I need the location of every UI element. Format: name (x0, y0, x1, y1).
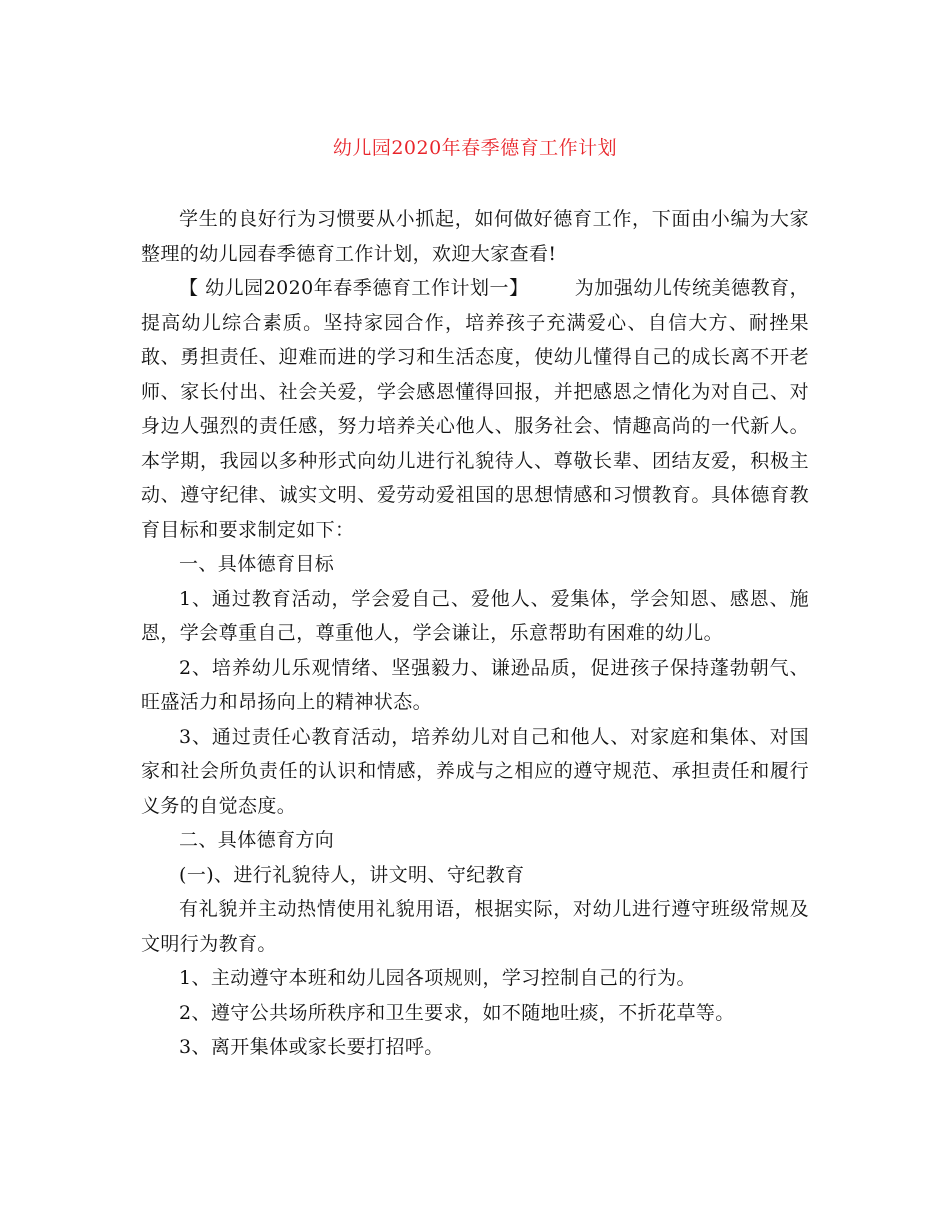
goal-item-1: 1、通过教育活动，学会爱自己、爱他人、爱集体，学会知恩、感恩、施恩，学会尊重自己，尊重他人，学会谦让，乐意帮助有困难的幼儿。 (141, 587, 809, 644)
rule-item-3: 3、离开集体或家长要打招呼。 (179, 1036, 444, 1058)
goal-item-2: 2、培养幼儿乐观情绪、坚强毅力、谦逊品质，促进孩子保持蓬勃朝气、旺盛活力和昂扬向上的精神状态。 (141, 656, 809, 713)
heading-goals: 一、具体德育目标 (179, 553, 335, 575)
goal-item-3: 3、通过责任心教育活动，培养幼儿对自己和他人、对家庭和集体、对国家和社会所负责任的认识和情感，养成与之相应的遵守规范、承担责任和履行义务的自觉态度。 (141, 725, 809, 817)
heading-directions: 二、具体德育方向 (179, 829, 335, 851)
rule-item-1: 1、主动遵守本班和幼儿园各项规则，学习控制自己的行为。 (179, 967, 696, 989)
document-body (141, 202, 809, 1065)
section-one-heading: 【 幼儿园2020年春季德育工作计划一】 (179, 277, 529, 299)
section-one-paragraph (141, 271, 809, 547)
subheading-courtesy: (一)、进行礼貌待人，讲文明、守纪教育 (179, 863, 525, 886)
section-one-text: 为加强幼儿传统美德教育，提高幼儿综合素质。坚持家园合作，培养孩子充满爱心、自信大方、耐挫果敢、勇担责任、迎难而进的学习和生活态度，使幼儿懂得自己的成长离不开老师、家长付出、社会关爱，学会感恩懂得回报，并把感恩之情化为对自己、对身边人强烈的责任感，努力培养关心他人、服务社会、情趣高尚的一代新人。本学期，我园以多种形式向幼儿进行礼貌待人、尊敬长辈、团结友爱，积极主动、遵守纪律、诚实文明、爱劳动爱祖国的思想情感和习惯教育。具体德育教育目标和要求制定如下： (141, 277, 809, 541)
document-title: 幼儿园2020年春季德育工作计划 (332, 137, 618, 159)
rule-item-2: 2、遵守公共场所秩序和卫生要求，如不随地吐痰，不折花草等。 (179, 1001, 735, 1024)
courtesy-paragraph: 有礼貌并主动热情使用礼貌用语，根据实际，对幼儿进行遵守班级常规及文明行为教育。 (141, 898, 809, 955)
intro-paragraph: 学生的良好行为习惯要从小抓起，如何做好德育工作，下面由小编为大家整理的幼儿园春季德育工作计划，欢迎大家查看! (141, 208, 809, 265)
